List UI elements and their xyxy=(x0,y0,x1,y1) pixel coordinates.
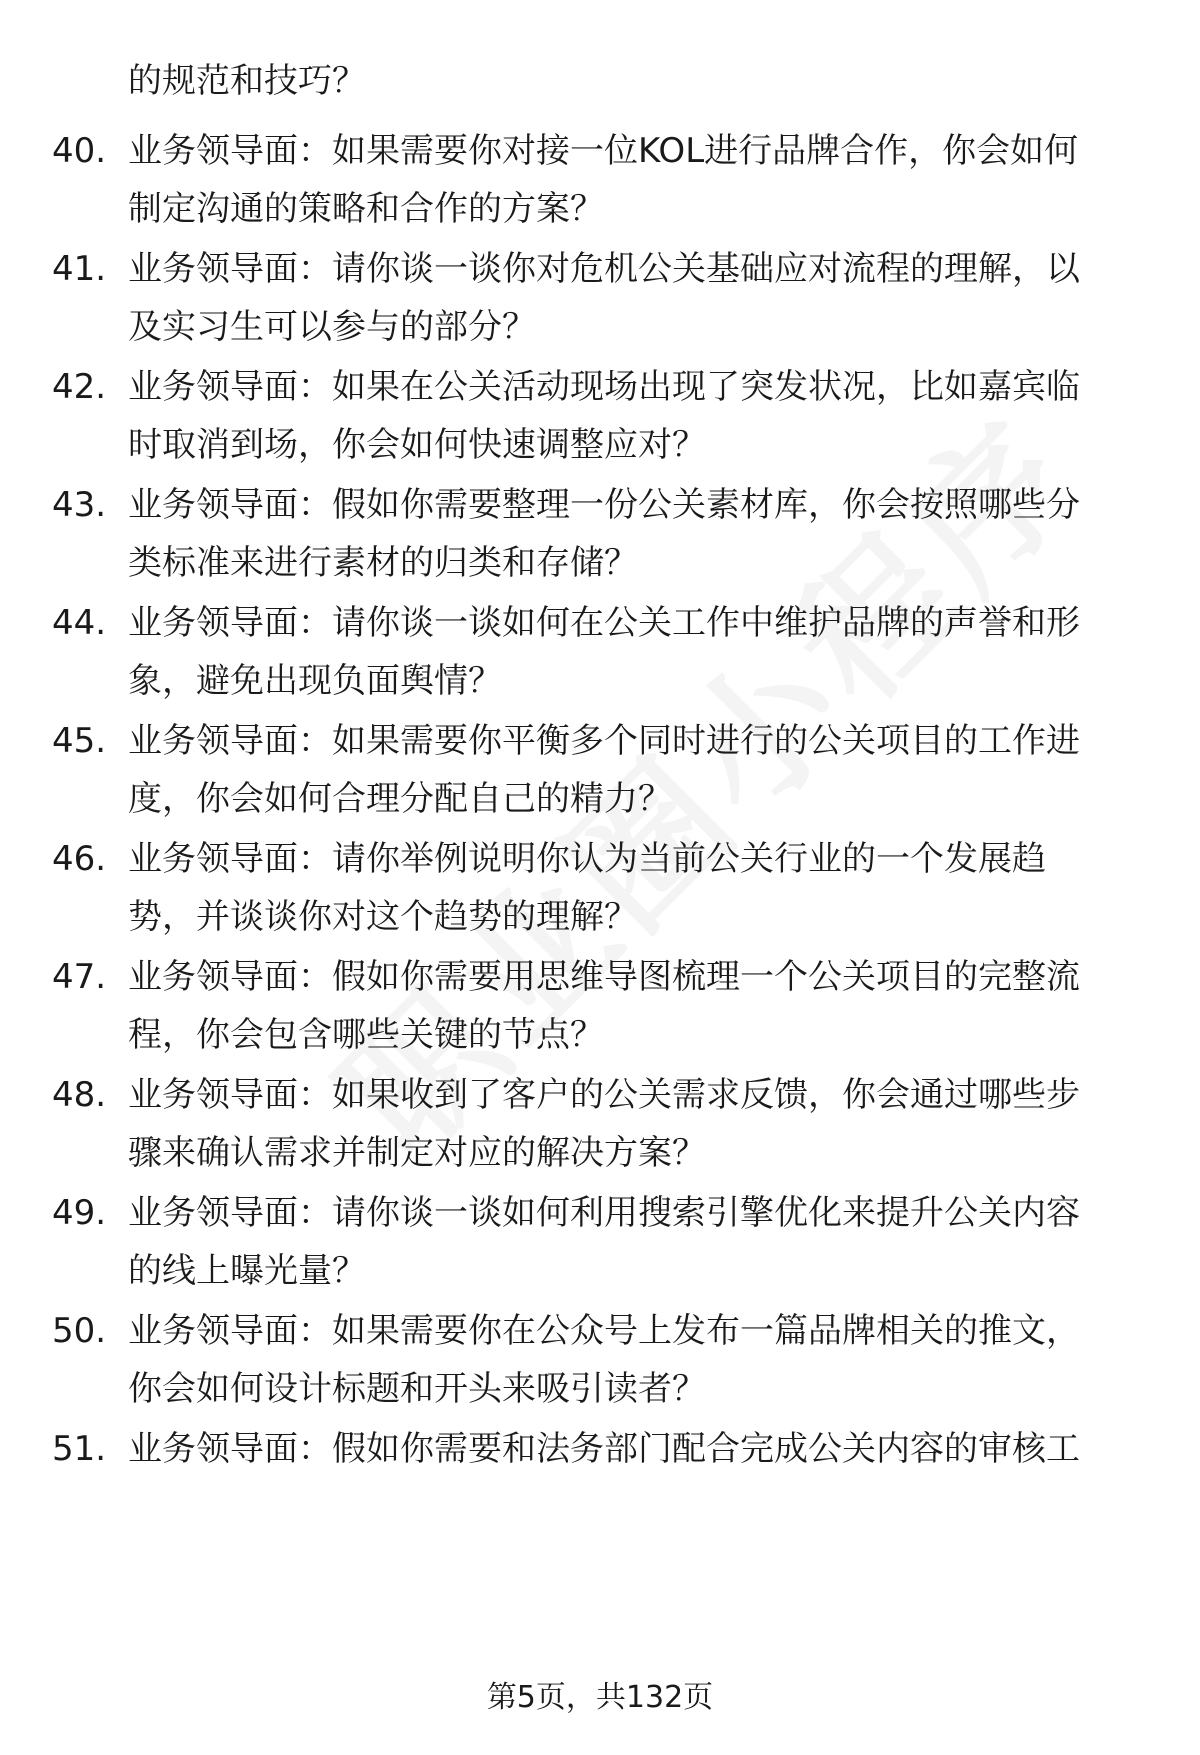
question-line: 业务领导面：假如你需要用思维导图梳理一个公关项目的完整流 xyxy=(128,957,1080,997)
question-line: 势，并谈谈你对这个趋势的理解？ xyxy=(128,897,638,937)
question-line: 象，避免出现负面舆情？ xyxy=(128,661,502,701)
question-number: 49. xyxy=(52,1193,107,1233)
question-line: 业务领导面：如果需要你对接一位KOL进行品牌合作，你会如何 xyxy=(128,131,1079,171)
question-number: 45. xyxy=(52,721,107,761)
question-number: 41. xyxy=(52,249,107,289)
question-line: 程，你会包含哪些关键的节点？ xyxy=(128,1015,604,1055)
question-line: 业务领导面：假如你需要和法务部门配合完成公关内容的审核工 xyxy=(128,1429,1080,1469)
question-line: 类标准来进行素材的归类和存储？ xyxy=(128,543,638,583)
question-line: 业务领导面：如果需要你在公众号上发布一篇品牌相关的推文， xyxy=(128,1311,1080,1351)
question-line: 制定沟通的策略和合作的方案？ xyxy=(128,189,604,229)
question-line: 你会如何设计标题和开头来吸引读者？ xyxy=(128,1369,706,1409)
question-number: 48. xyxy=(52,1075,107,1115)
question-number: 51. xyxy=(52,1429,107,1469)
question-number: 50. xyxy=(52,1311,107,1351)
question-number: 42. xyxy=(52,367,107,407)
question-line: 及实习生可以参与的部分？ xyxy=(128,307,536,347)
question-number: 47. xyxy=(52,957,107,997)
question-number: 43. xyxy=(52,485,107,525)
question-line: 骤来确认需求并制定对应的解决方案？ xyxy=(128,1133,706,1173)
question-line: 业务领导面：如果在公关活动现场出现了突发状况，比如嘉宾临 xyxy=(128,367,1080,407)
question-line: 业务领导面：如果需要你平衡多个同时进行的公关项目的工作进 xyxy=(128,721,1080,761)
question-number: 44. xyxy=(52,603,107,643)
question-line: 业务领导面：请你谈一谈如何利用搜索引擎优化来提升公关内容 xyxy=(128,1193,1080,1233)
question-number: 46. xyxy=(52,839,107,879)
continuation-text: 的规范和技巧？ xyxy=(128,61,366,101)
question-line: 业务领导面：请你谈一谈你对危机公关基础应对流程的理解，以 xyxy=(128,249,1080,289)
question-line: 业务领导面：请你谈一谈如何在公关工作中维护品牌的声誉和形 xyxy=(128,603,1080,643)
question-line: 时取消到场，你会如何快速调整应对？ xyxy=(128,425,706,465)
question-number: 40. xyxy=(52,131,107,171)
question-line: 的线上曝光量？ xyxy=(128,1251,366,1291)
question-line: 度，你会如何合理分配自己的精力？ xyxy=(128,779,672,819)
question-line: 业务领导面：假如你需要整理一份公关素材库，你会按照哪些分 xyxy=(128,485,1080,525)
question-line: 业务领导面：如果收到了客户的公关需求反馈，你会通过哪些步 xyxy=(128,1075,1080,1115)
question-line: 业务领导面：请你举例说明你认为当前公关行业的一个发展趋 xyxy=(128,839,1046,879)
page-footer: 第5页，共132页 xyxy=(486,1680,714,1715)
